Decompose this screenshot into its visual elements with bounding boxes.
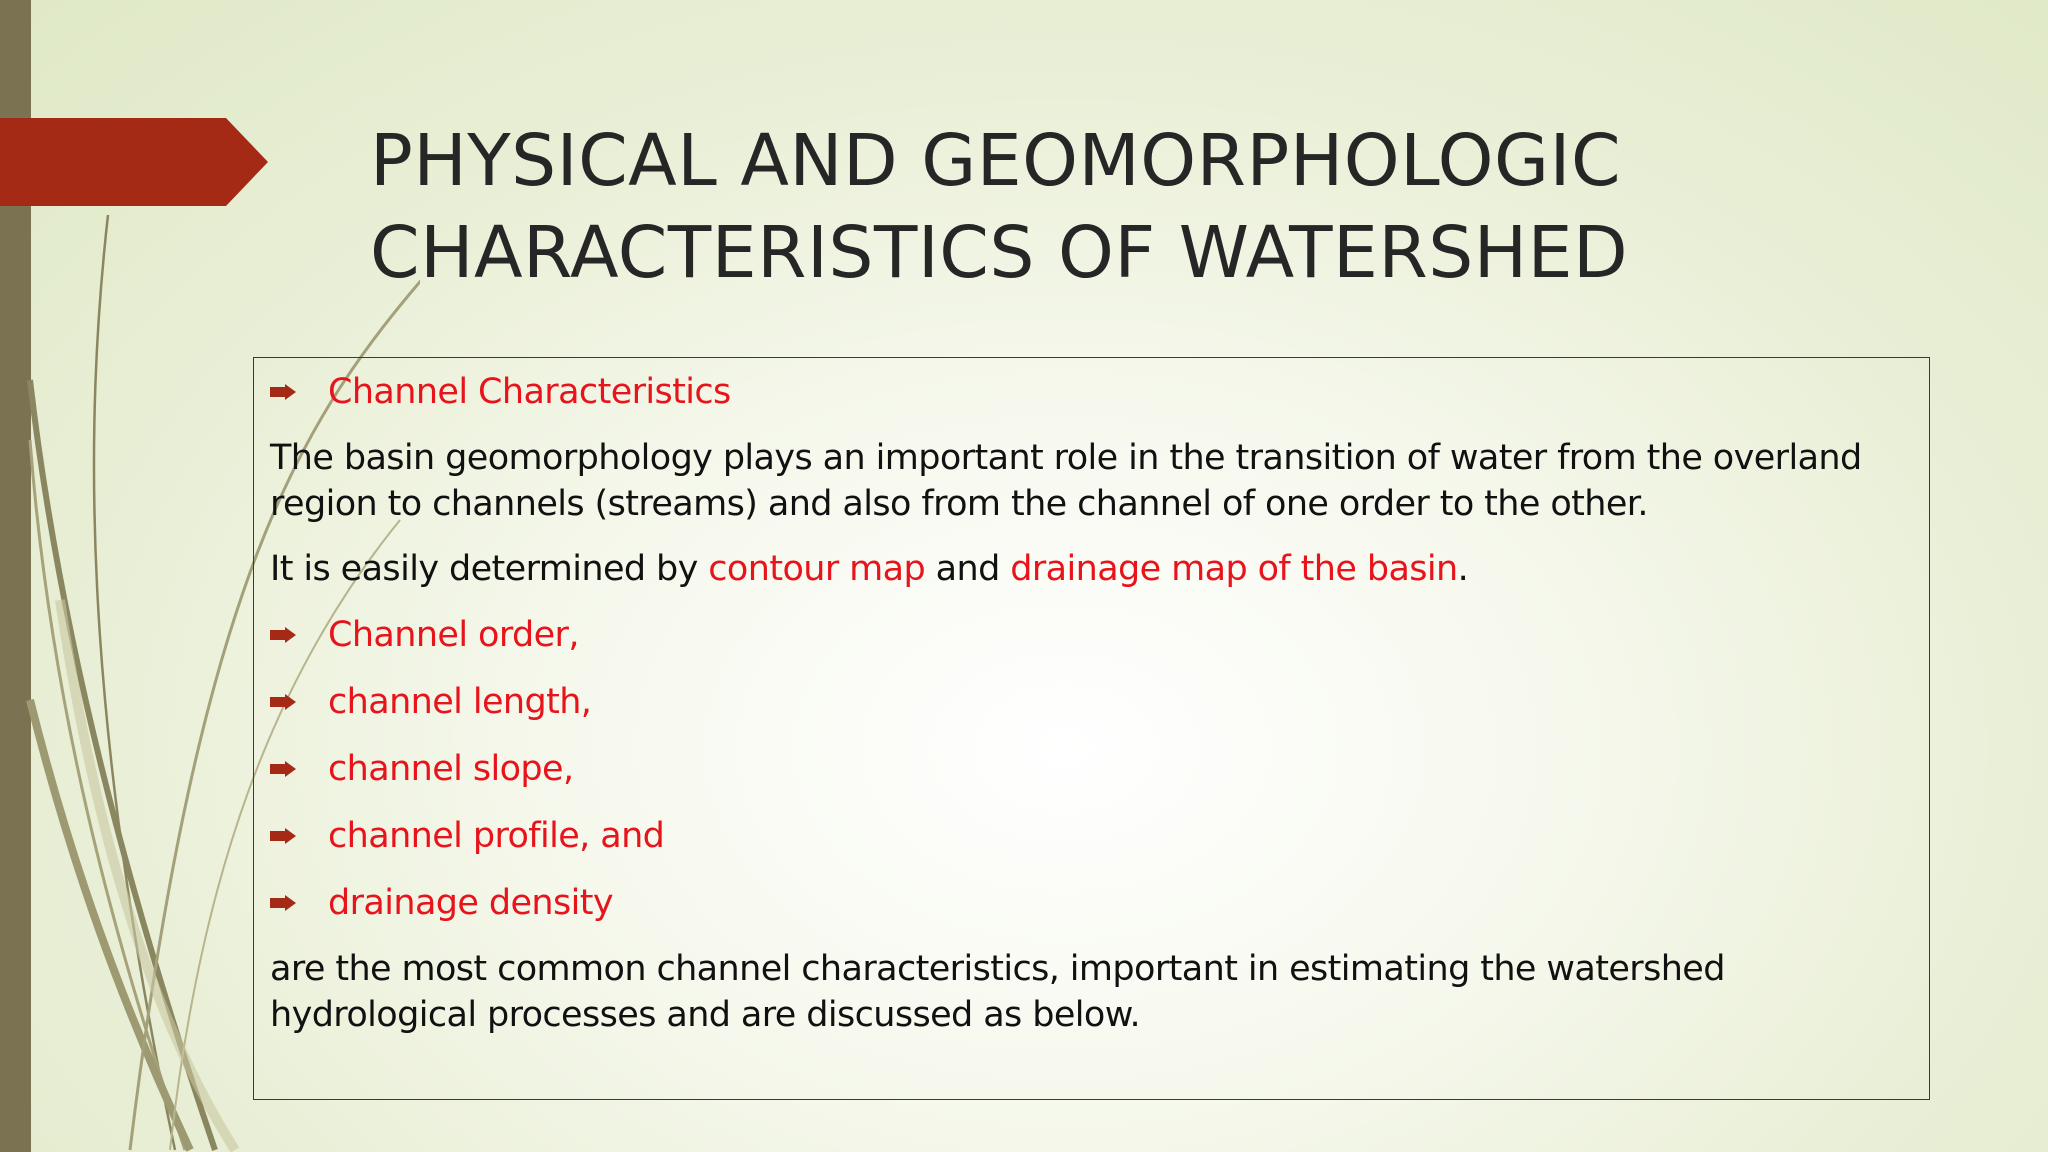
right-arrow-bullet-icon — [270, 694, 296, 710]
list-item — [270, 611, 1911, 659]
title-line-2: CHARACTERISTICS OF WATERSHED — [370, 211, 1629, 294]
content-box — [253, 357, 1930, 1100]
right-arrow-bullet-icon — [270, 384, 296, 400]
right-arrow-bullet-icon — [270, 895, 296, 911]
paragraph-determined — [270, 546, 1911, 592]
para2-drainage-map: drainage map of the basin — [1010, 549, 1458, 589]
list-item — [270, 678, 1911, 726]
list-item-text: channel slope, — [328, 749, 574, 789]
heading-bullet-row — [270, 368, 1911, 416]
list-item — [270, 745, 1911, 793]
paragraph-conclusion: are the most common channel characteristics, important in estimating the watershed hydrological processes and are discussed as below. — [270, 949, 1725, 1035]
page-title — [370, 115, 1870, 299]
title-arrow-banner — [0, 118, 270, 206]
list-item-text: Channel order, — [328, 615, 579, 655]
right-arrow-bullet-icon — [270, 627, 296, 643]
title-line-1: PHYSICAL AND GEOMORPHOLOGIC — [370, 119, 1622, 202]
paragraph-intro: The basin geomorphology plays an important role in the transition of water from the overland region to channels (streams) and also from the channel of one order to the other. — [270, 438, 1862, 524]
list-item-text: drainage density — [328, 883, 614, 923]
para2-contour-map: contour map — [708, 549, 926, 589]
list-item-text: channel profile, and — [328, 816, 665, 856]
list-item — [270, 879, 1911, 927]
para2-suffix: . — [1457, 549, 1469, 589]
right-arrow-bullet-icon — [270, 828, 296, 844]
para2-mid: and — [925, 549, 1011, 589]
heading-bullet-text: Channel Characteristics — [328, 372, 731, 412]
right-arrow-bullet-icon — [270, 761, 296, 777]
list-item-text: channel length, — [328, 682, 592, 722]
list-item — [270, 812, 1911, 860]
para2-prefix: It is easily determined by — [270, 549, 709, 589]
